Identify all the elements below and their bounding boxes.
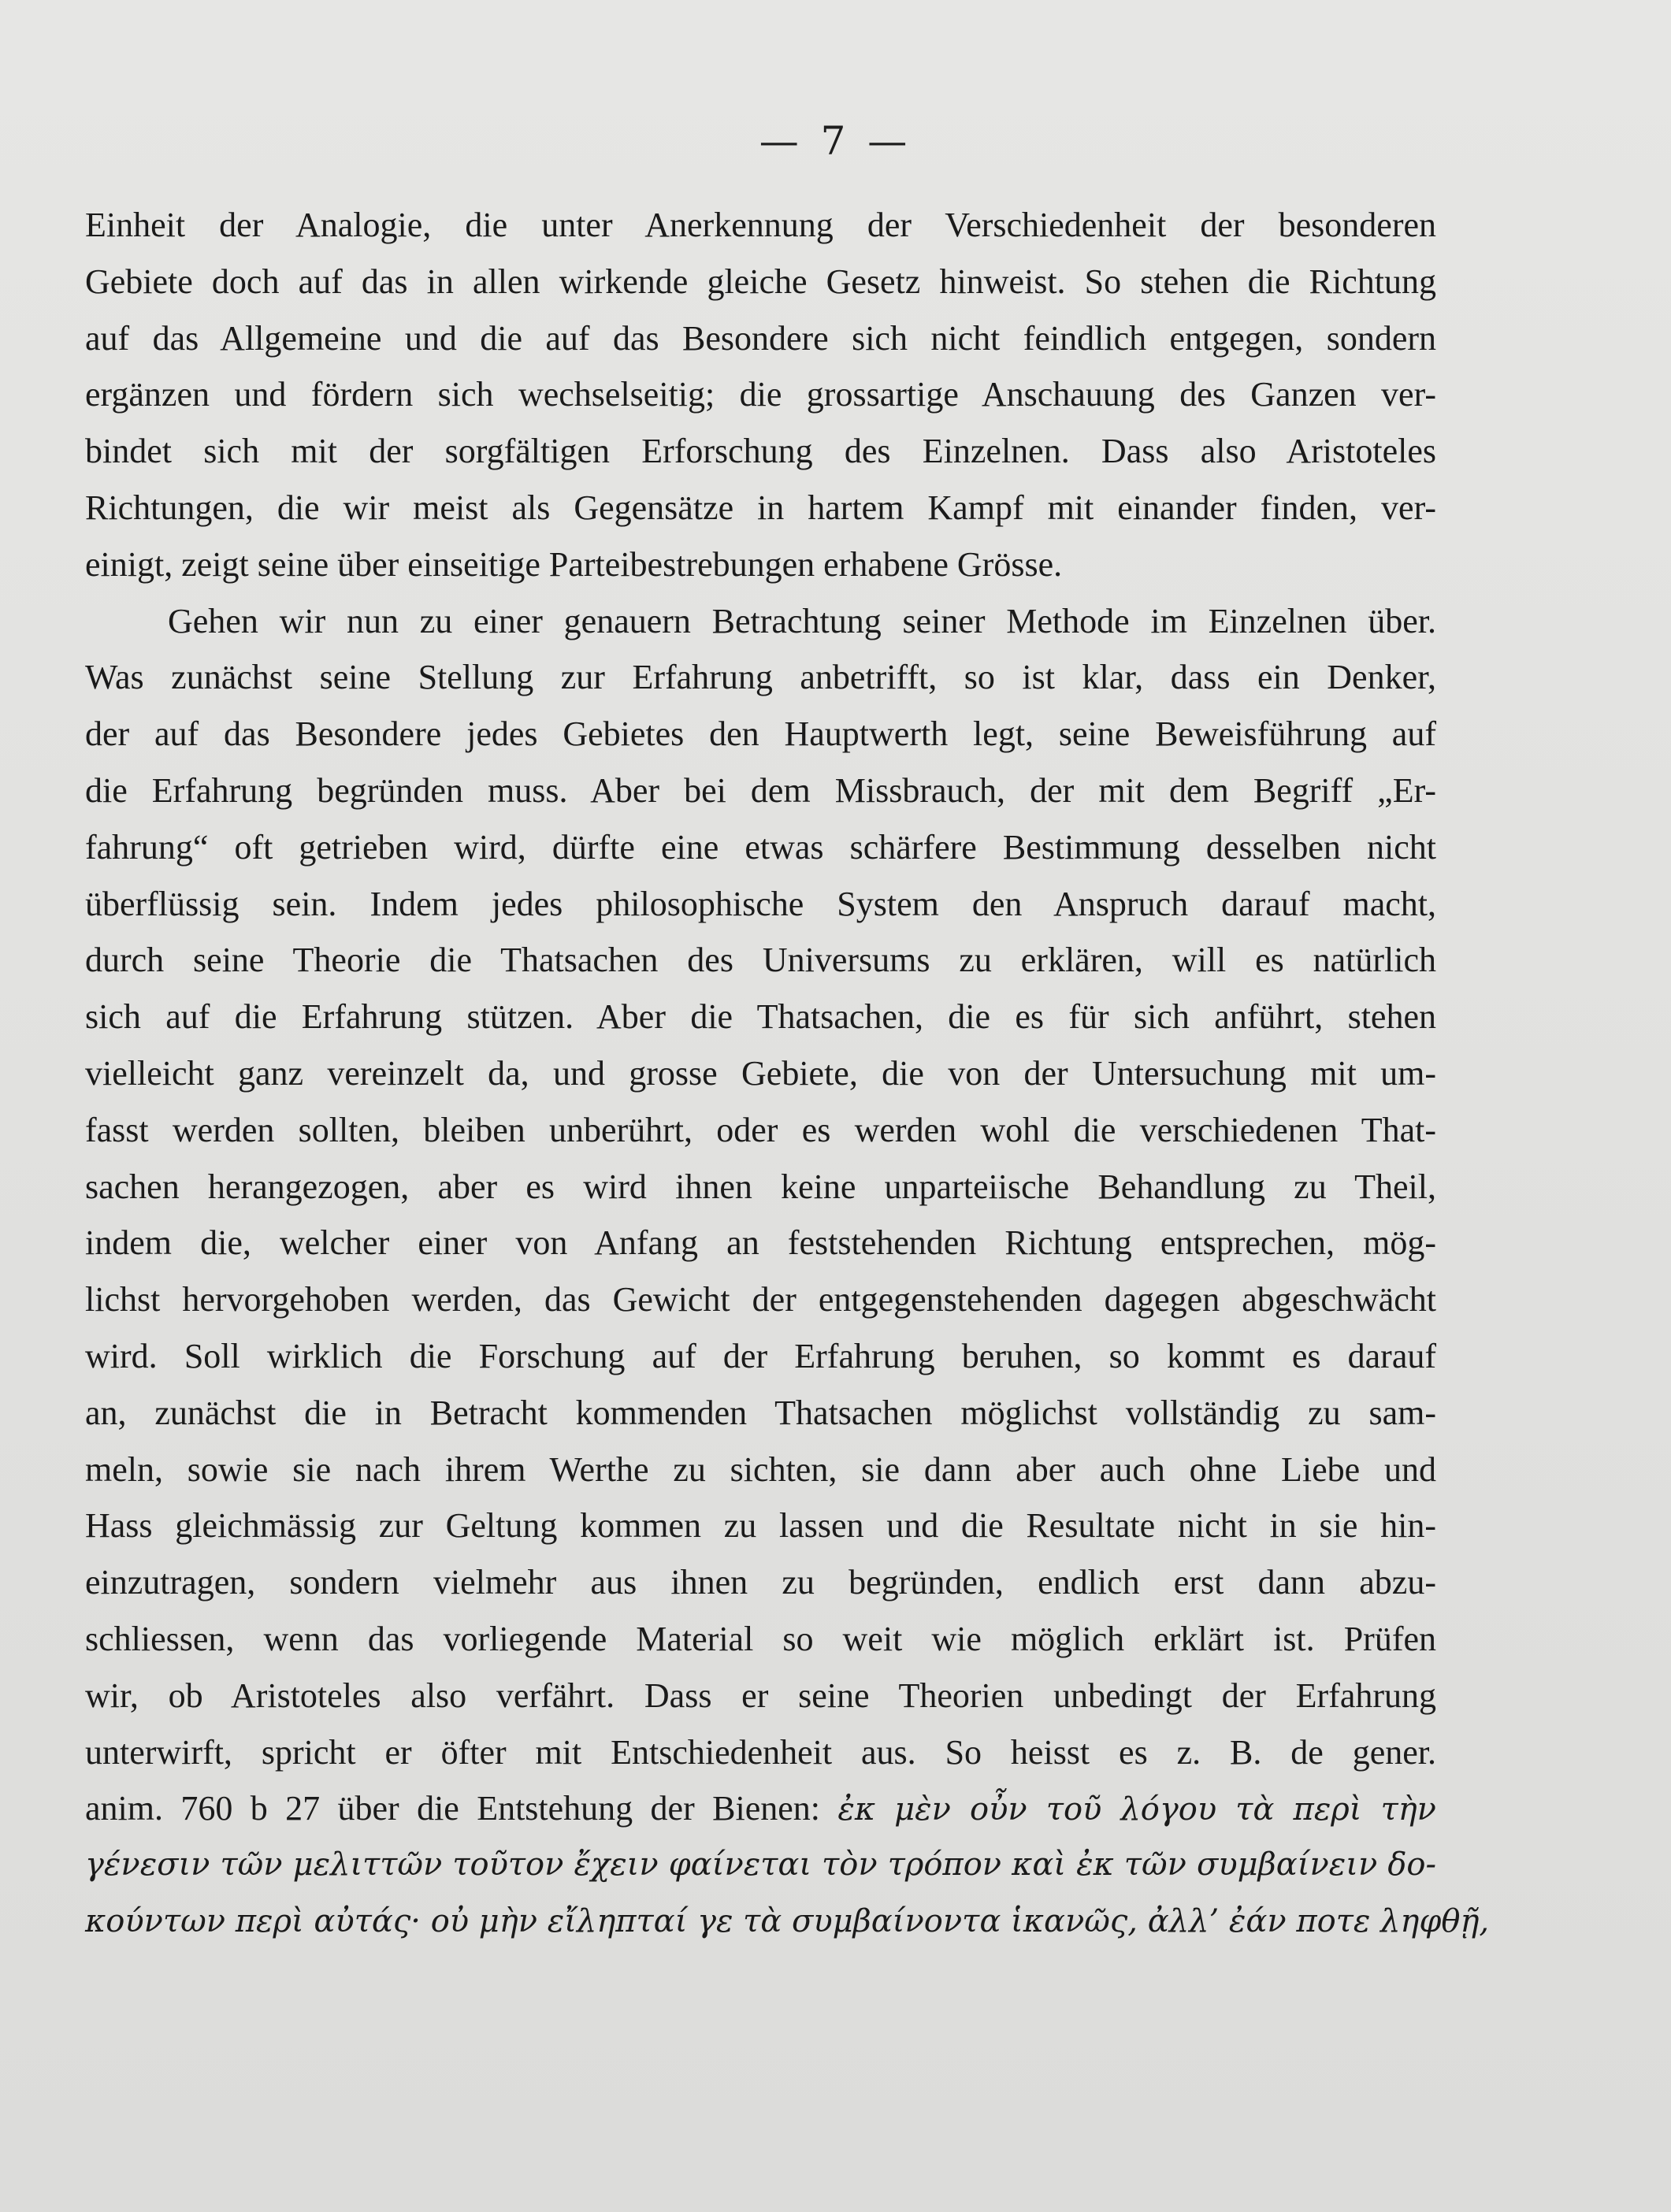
body-text [85,197,1490,1950]
text-line: fasst werden sollten, bleiben unberührt, oder es werden wohl die verschiedenen That- [85,1110,1436,1149]
text-line: auf das Allgemeine und die auf das Besondere sich nicht feindlich entgegen, sondern [85,318,1436,358]
text-line: einzutragen, sondern vielmehr aus ihnen zu begründen, endlich erst dann abzu- [85,1563,1436,1602]
text-line: Hass gleichmässig zur Geltung kommen zu lassen und die Resultate nicht in sie hin- [85,1506,1436,1546]
text-line: ergänzen und fördern sich wechselseitig; die grossartige Anschauung des Ganzen ver- [85,375,1436,414]
text-line: bindet sich mit der sorgfältigen Erforschung des Einzelnen. Dass also Aristoteles [85,432,1436,471]
text-line: Einheit der Analogie, die unter Anerkennung der Verschiedenheit der besonderen [85,206,1436,244]
greek-quotation-line: γένεσιν τῶν μελιττῶν τοῦτον ἔχειν φαίνεται τὸν τρόπον καὶ ἐκ τῶν συμβαίνειν δο- [85,1846,1436,1884]
text-line: lichst hervorgehoben werden, das Gewicht der entgegenstehenden dagegen abgeschwächt [85,1280,1436,1319]
text-line: sachen herangezogen, aber es wird ihnen keine unparteiische Behandlung zu Theil, [85,1167,1436,1206]
text-line: einigt, zeigt seine über einseitige Parteibestrebungen erhabene Grösse. [85,544,1063,584]
text-line: unterwirft, spricht er öfter mit Entschiedenheit aus. So heisst es z. B. de gener. [85,1732,1436,1772]
greek-quotation-segment: ἐκ μὲν οὖν τοῦ λόγου τὰ περὶ τὴν [837,1791,1436,1828]
text-line: Richtungen, die wir meist als Gegensätze in hartem Kampf mit einander finden, ver- [85,488,1436,527]
paragraph-first-line: Gehen wir nun zu einer genauern Betrachtung seiner Methode im Einzelnen über. [168,601,1436,640]
text-line: meln, sowie sie nach ihrem Werthe zu sichten, sie dann aber auch ohne Liebe und [85,1449,1436,1489]
text-line: durch seine Theorie die Thatsachen des Universums zu erklären, will es natürlich [85,941,1436,980]
text-line: sich auf die Erfahrung stützen. Aber die Thatsachen, die es für sich anführt, stehen [85,997,1436,1037]
latin-segment: anim. 760 b 27 über die Entstehung der Bienen: [85,1789,838,1828]
text-line: überflüssig sein. Indem jedes philosophische System den Anspruch darauf macht, [85,884,1436,923]
text-line: der auf das Besondere jedes Gebietes den Hauptwerth legt, seine Beweisführung auf [85,714,1436,754]
text-line: wird. Soll wirklich die Forschung auf der Erfahrung beruhen, so kommt es darauf [85,1336,1436,1375]
text-line: Gebiete doch auf das in allen wirkende gleiche Gesetz hinweist. So stehen die Richtung [85,262,1436,301]
text-line: schliessen, wenn das vorliegende Material so weit wie möglich erklärt ist. Prüfen [85,1619,1436,1658]
mixed-latin-greek-line [85,1780,1436,1837]
text-line: wir, ob Aristoteles also verfährt. Dass er seine Theorien unbedingt der Erfahrung [85,1676,1436,1715]
text-line: Was zunächst seine Stellung zur Erfahrung anbetrifft, so ist klar, dass ein Denker, [85,658,1436,697]
text-line: die Erfahrung begründen muss. Aber bei dem Missbrauch, der mit dem Begriff „Er- [85,770,1436,810]
text-line: an, zunächst die in Betracht kommenden Thatsachen möglichst vollständig zu sam- [85,1393,1436,1432]
text-line: vielleicht ganz vereinzelt da, und grosse Gebiete, die von der Untersuchung mit um- [85,1053,1436,1093]
text-line: indem die, welcher einer von Anfang an feststehenden Richtung entsprechen, mög- [85,1223,1436,1263]
text-line: fahrung“ oft getrieben wird, dürfte eine etwas schärfere Bestimmung desselben nicht [85,827,1436,867]
greek-quotation-line: κούντων περὶ αὐτάς· οὐ μὴν εἴληπταί γε τὰ συμβαίνοντα ἱκανῶς, ἀλλ’ ἐάν ποτε ληφθῇ, [85,1902,1490,1939]
page-number: — 7 — [759,118,912,164]
